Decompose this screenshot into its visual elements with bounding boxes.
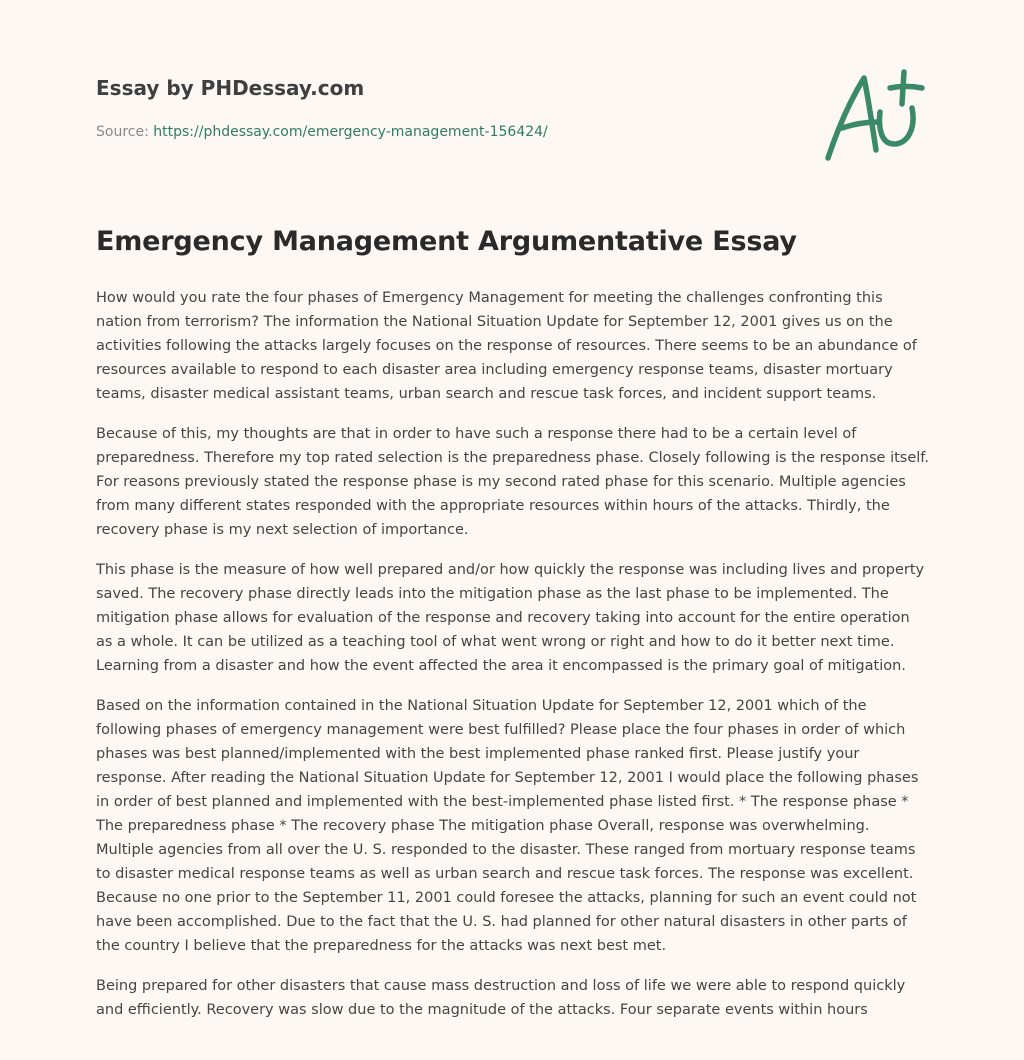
essay-paragraph: Based on the information contained in the National Situation Update for September 12, 2001 which of the following phases of emergency management were best fulfilled? Please place the four phases in order of which phases was best planned/implemented with the best implemented phase ranked first. Please justify your response. After reading the National Situation Update for September 12, 2001 I would place the following phases in order of best planned and implemented with the best-implemented phase listed first. * The response phase * The preparedness phase * The recovery phase The mitigation phase Overall, response was overwhelming. Multiple agencies from all over the U. S. responded to the disaster. These ranged from mortuary response teams to disaster medical response teams as well as urban search and rescue task forces. The response was excellent. Because no one prior to the September 11, 2001 could foresee the attacks, planning for such an event could not have been accomplished. Due to the fact that the U. S. had planned for other natural disasters in other parts of the country I believe that the preparedness for the attacks was next best met. (96, 698, 919, 954)
essay-paragraph: How would you rate the four phases of Emergency Management for meeting the challenges confronting this nation from terrorism? The information the National Situation Update for September 12, 2001 gives us on the activities following the attacks largely focuses on the response of resources. There seems to be an abundance of resources available to respond to each disaster area including emergency response teams, disaster mortuary teams, disaster medical assistant teams, urban search and rescue task forces, and incident support teams. (96, 290, 917, 402)
source-label: Source: (96, 124, 149, 140)
essay-paragraph: This phase is the measure of how well prepared and/or how quickly the response was including lives and property saved. The recovery phase directly leads into the mitigation phase as the last phase to be implemented. The mitigation phase allows for evaluation of the response and recovery taking into account for the entire operation as a whole. It can be utilized as a teaching tool of what went wrong or right and how to do it better next time. Learning from a disaster and how the event affected the area it encompassed is the primary goal of mitigation. (96, 562, 925, 674)
source-link[interactable]: https://phdessay.com/emergency-management-156424/ (153, 124, 548, 140)
essay-title: Emergency Management Argumentative Essay (96, 226, 797, 257)
essay-paragraph: Because of this, my thoughts are that in order to have such a response there had to be a certain level of preparedness. Therefore my top rated selection is the preparedness phase. Closely following is the response itself. For reasons previously stated the response phase is my second rated phase for this scenario. Multiple agencies from many different states responded with the appropriate resources within hours of the attacks. Thirdly, the recovery phase is my next selection of importance. (96, 426, 929, 538)
a-plus-grade-icon (818, 64, 930, 168)
source-line (96, 124, 548, 140)
essay-body (96, 286, 929, 1038)
essay-paragraph: Being prepared for other disasters that cause mass destruction and loss of life we were able to respond quickly and efficiently. Recovery was slow due to the magnitude of the attacks. Four separate events within hours (96, 978, 906, 1018)
site-title: Essay by PHDessay.com (96, 76, 365, 100)
